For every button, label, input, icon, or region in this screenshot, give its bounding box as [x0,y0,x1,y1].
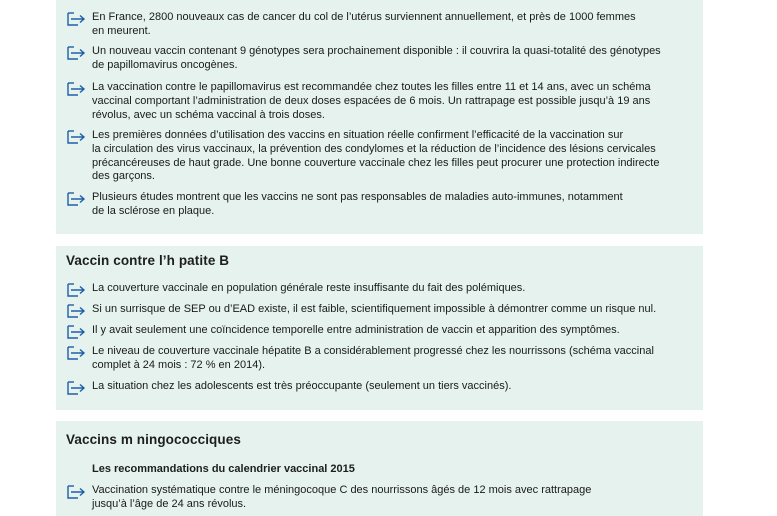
list-item-text: Un nouveau vaccin contenant 9 génotypes sera prochainement disponible : il couvrira la quasi-totalité des génotypes de papillomavirus oncogènes. [92,45,661,71]
list-item-text: La situation chez les adolescents est très préoccupante (seulement un tiers vaccinés). [92,380,512,392]
section-subheading-calendrier: Les recommandations du calendrier vaccinal 2015 [92,463,355,475]
arrow-right-icon [66,45,86,61]
arrow-right-icon [66,484,86,500]
list-item-text: La vaccination contre le papillomavirus est recommandée chez toutes les filles entre 11 et 14 ans, avec un schéma vaccinal comportant l’administration de deux doses espacées de 6 mois. Un rattrapage est possible jusqu’à 19 ans révolus, avec un schéma vaccinal à trois doses. [92,81,651,121]
arrow-right-icon [66,129,86,145]
section-heading-hepatite-b: Vaccin contre l’h patite B [66,253,230,268]
list-item-text: Il y avait seulement une coïncidence temporelle entre administration de vaccin et apparition des symptômes. [92,324,620,336]
list-item-text: Plusieurs études montrent que les vaccins ne sont pas responsables de maladies auto-immunes, notamment de la sclérose en plaque. [92,191,623,217]
arrow-right-icon [66,324,86,340]
arrow-right-icon [66,81,86,97]
arrow-right-icon [66,282,86,298]
list-item-text: En France, 2800 nouveaux cas de cancer du col de l’utérus surviennent annuellement, et près de 1000 femmes en meurent. [92,11,636,37]
arrow-right-icon [66,345,86,361]
list-item-text: Le niveau de couverture vaccinale hépatite B a considérablement progressé chez les nourrissons (schéma vaccinal complet à 24 mois : 72 % en 2014). [92,345,654,371]
section-heading-meningo: Vaccins m ningococciques [66,432,241,447]
list-item-text: Si un surrisque de SEP ou d’EAD existe, il est faible, scientifiquement impossible à démontrer comme un risque nul. [92,303,657,315]
arrow-right-icon [66,380,86,396]
arrow-right-icon [66,11,86,27]
list-item-text: Vaccination systématique contre le méningocoque C des nourrissons âgés de 12 mois avec rattrapage jusqu’à l’âge de 24 ans révolus. [92,484,592,510]
arrow-right-icon [66,191,86,207]
arrow-right-icon [66,303,86,319]
list-item-text: Les premières données d’utilisation des vaccins en situation réelle confirment l’efficacité de la vaccination sur la circulation des virus vaccinaux, la prévention des condylomes et la réduction de l’incidence des lésions cervicales précancéreuses de haut grade. Une bonne couverture vaccinale chez les filles peut procurer une protection indirecte des garçons. [92,129,660,183]
list-item-text: La couverture vaccinale en population générale reste insuffisante du fait des polémiques. [92,282,526,294]
